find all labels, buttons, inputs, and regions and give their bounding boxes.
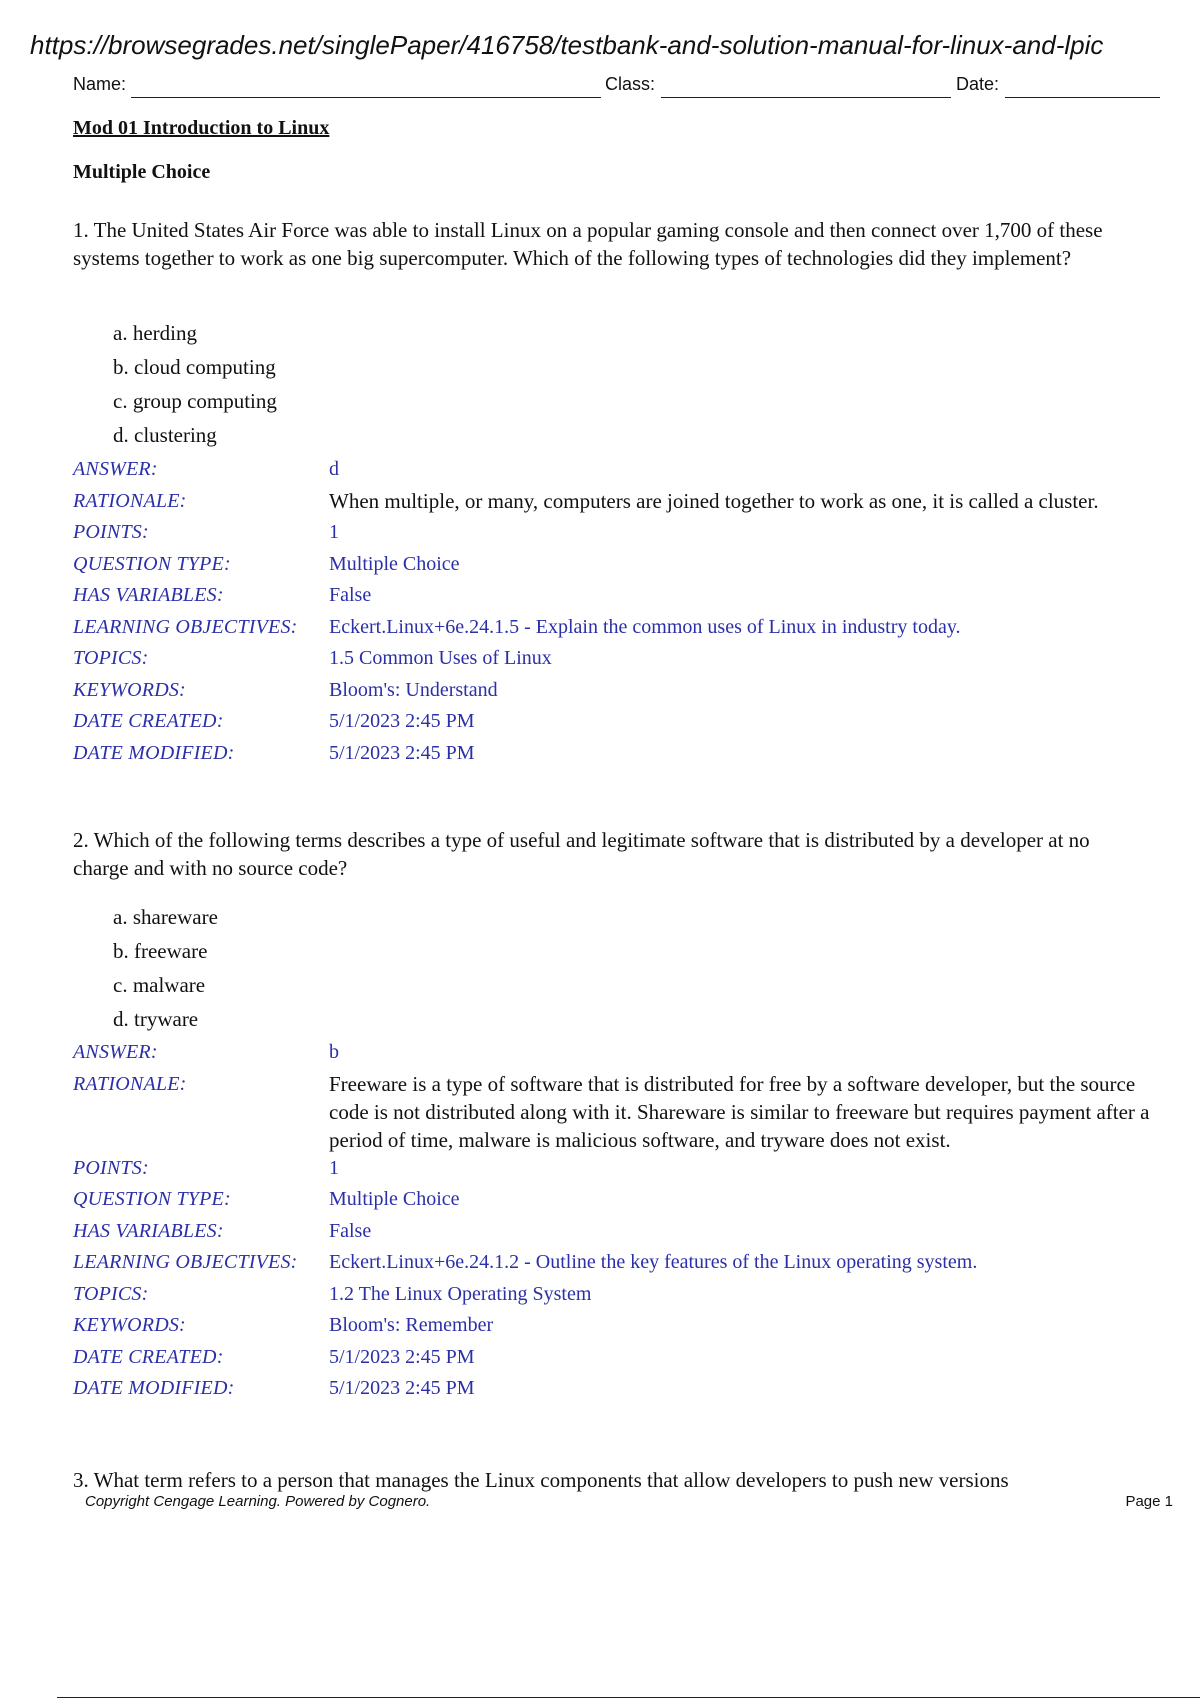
class-label: Class:	[605, 74, 656, 94]
section-title: Multiple Choice	[73, 161, 211, 183]
keywords-row	[73, 676, 1168, 708]
rationale-label: RATIONALE:	[73, 1072, 187, 1095]
date-created-row	[73, 707, 1168, 739]
learning-objectives-row	[73, 1248, 1168, 1280]
question-type-row	[73, 550, 1168, 582]
has-variables-row	[73, 1217, 1168, 1249]
date-modified-row	[73, 739, 1168, 771]
keywords-label: KEYWORDS:	[73, 1314, 186, 1336]
learning-objectives-value: Eckert.Linux+6e.24.1.5 - Explain the common uses of Linux in industry today.	[329, 615, 961, 638]
date-created-value: 5/1/2023 2:45 PM	[329, 710, 475, 732]
question-2-text: 2. Which of the following terms describes a type of useful and legitimate software that is distributed by a developer at no charge and with no source code?	[73, 828, 1090, 880]
question-2-metadata	[73, 1038, 1168, 1406]
has-variables-label: HAS VARIABLES:	[73, 584, 224, 606]
topics-label: TOPICS:	[73, 1282, 149, 1305]
answer-label: ANSWER:	[73, 1041, 158, 1063]
points-label: POINTS:	[73, 521, 149, 543]
page-url: https://browsegrades.net/singlePaper/416758/testbank-and-solution-manual-for-linux-and-lpic	[30, 30, 1104, 60]
has-variables-value: False	[329, 1219, 372, 1242]
option-a: a. herding	[113, 321, 197, 345]
points-label: POINTS:	[73, 1156, 149, 1179]
date-modified-value: 5/1/2023 2:45 PM	[329, 1377, 475, 1399]
module-title: Mod 01 Introduction to Linux	[73, 117, 330, 139]
topics-value: 1.5 Common Uses of Linux	[329, 647, 552, 669]
points-value: 1	[329, 521, 339, 543]
date-created-label: DATE CREATED:	[73, 1345, 224, 1368]
student-info-header	[73, 74, 1163, 102]
points-row	[73, 1154, 1168, 1186]
answer-label: ANSWER:	[73, 458, 158, 480]
has-variables-value: False	[329, 584, 372, 606]
topics-row	[73, 1280, 1168, 1312]
learning-objectives-value: Eckert.Linux+6e.24.1.2 - Outline the key features of the Linux operating system.	[329, 1251, 978, 1273]
date-modified-value: 5/1/2023 2:45 PM	[329, 741, 475, 764]
name-label: Name:	[73, 74, 127, 94]
topics-label: TOPICS:	[73, 647, 149, 669]
date-created-row	[73, 1343, 1168, 1375]
rationale-value: Freeware is a type of software that is distributed for free by a software developer, but the source code is not distributed along with it. Shareware is similar to freeware but requires payment after a period of time, malware is malicious software, and tryware does not exist.	[329, 1071, 1150, 1152]
date-modified-label: DATE MODIFIED:	[73, 1377, 235, 1399]
bottom-divider	[57, 1697, 1200, 1698]
date-created-value: 5/1/2023 2:45 PM	[329, 1345, 475, 1368]
question-1-options	[113, 316, 277, 452]
question-type-label: QUESTION TYPE:	[73, 1188, 231, 1210]
page-footer	[85, 1493, 1173, 1510]
name-line	[131, 97, 601, 98]
learning-objectives-label: LEARNING OBJECTIVES:	[73, 1251, 298, 1273]
option-c: c. malware	[113, 973, 206, 997]
question-type-value: Multiple Choice	[329, 1188, 460, 1210]
answer-value: b	[329, 1041, 339, 1063]
question-1-metadata	[73, 455, 1168, 770]
option-c: c. group computing	[113, 389, 277, 413]
date-line	[1005, 97, 1160, 98]
keywords-value: Bloom's: Understand	[329, 678, 498, 701]
date-modified-row	[73, 1374, 1168, 1406]
date-created-label: DATE CREATED:	[73, 710, 224, 732]
class-line	[661, 97, 951, 98]
date-label: Date:	[956, 74, 1000, 94]
question-3-text: 3. What term refers to a person that manages the Linux components that allow developers to push new versions	[73, 1468, 1009, 1492]
question-type-row	[73, 1185, 1168, 1217]
keywords-label: KEYWORDS:	[73, 678, 186, 701]
points-value: 1	[329, 1156, 339, 1179]
learning-objectives-row	[73, 613, 1168, 645]
has-variables-row	[73, 581, 1168, 613]
date-modified-label: DATE MODIFIED:	[73, 741, 235, 764]
answer-row	[73, 455, 1168, 487]
question-1-text: 1. The United States Air Force was able to install Linux on a popular gaming console and then connect over 1,700 of these systems together to work as one big supercomputer. Which of the following types of technologies did they implement?	[73, 218, 1103, 270]
rationale-value: When multiple, or many, computers are joined together to work as one, it is called a cluster.	[329, 488, 1099, 513]
option-b: b. freeware	[113, 939, 208, 963]
option-d: d. clustering	[113, 423, 217, 447]
question-2-options	[113, 900, 218, 1036]
points-row	[73, 518, 1168, 550]
keywords-value: Bloom's: Remember	[329, 1314, 494, 1336]
rationale-row	[73, 1070, 1168, 1154]
has-variables-label: HAS VARIABLES:	[73, 1219, 224, 1242]
rationale-row	[73, 487, 1168, 519]
option-a: a. shareware	[113, 905, 218, 929]
topics-value: 1.2 The Linux Operating System	[329, 1282, 592, 1305]
learning-objectives-label: LEARNING OBJECTIVES:	[73, 615, 298, 638]
copyright-text: Copyright Cengage Learning. Powered by Cognero.	[85, 1493, 431, 1510]
keywords-row	[73, 1311, 1168, 1343]
topics-row	[73, 644, 1168, 676]
question-type-label: QUESTION TYPE:	[73, 552, 231, 575]
answer-row	[73, 1038, 1168, 1070]
answer-value: d	[329, 458, 339, 480]
page-number: Page 1	[1125, 1493, 1173, 1510]
option-b: b. cloud computing	[113, 355, 276, 379]
question-type-value: Multiple Choice	[329, 552, 460, 575]
option-d: d. tryware	[113, 1007, 199, 1031]
rationale-label: RATIONALE:	[73, 489, 187, 512]
